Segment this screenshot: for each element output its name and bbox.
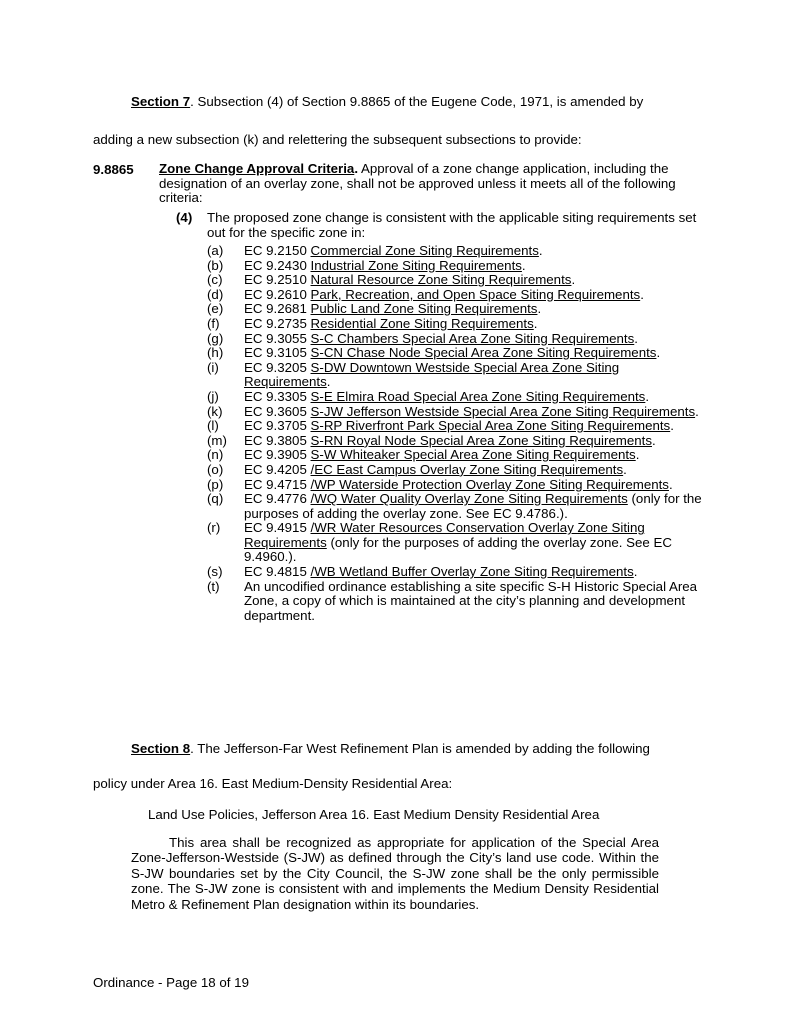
list-item-link[interactable]: /WQ Water Quality Overlay Zone Siting Requirements	[310, 491, 628, 507]
list-item-letter: (a)	[207, 243, 224, 258]
list-item-code: EC 9.3105	[244, 345, 311, 361]
list-item-letter: (d)	[207, 286, 224, 302]
list-item-link[interactable]: /WB Wetland Buffer Overlay Zone Siting Requirements	[310, 564, 634, 580]
list-item-link[interactable]: S-CN Chase Node Special Area Zone Siting Requirements	[310, 345, 657, 361]
list-item	[207, 244, 707, 259]
list-item-link[interactable]: S-DW Downtown Westside Special Area Zone Siting Requirements	[244, 359, 620, 390]
list-item-letter: (o)	[207, 461, 224, 477]
list-item-suffix: .	[571, 272, 576, 288]
list-item-link[interactable]: S-RN Royal Node Special Area Zone Siting Requirements	[310, 432, 652, 448]
list-item	[207, 521, 707, 565]
list-item-letter: (q)	[207, 491, 224, 507]
section7-heading: Section 7	[131, 94, 191, 109]
list-item	[207, 580, 707, 624]
list-item	[207, 361, 707, 390]
list-item-code: EC 9.3705	[244, 418, 311, 434]
list-item-link[interactable]: /EC East Campus Overlay Zone Siting Requirements	[310, 461, 624, 477]
list-item	[207, 390, 707, 405]
list-item-letter: (p)	[207, 476, 224, 492]
section8-intro	[131, 741, 650, 756]
list-item-link[interactable]: S-RP Riverfront Park Special Area Zone Siting Requirements	[310, 418, 671, 434]
list-item-link[interactable]: S-E Elmira Road Special Area Zone Siting Requirements	[310, 388, 646, 404]
criterion-4-number: (4)	[176, 210, 193, 225]
list-item-link[interactable]: S-JW Jefferson Westside Special Area Zone Siting Requirements	[310, 403, 696, 419]
list-item-link[interactable]: S-W Whiteaker Special Area Zone Siting Requirements	[310, 447, 636, 463]
list-item-code: EC 9.3805	[244, 432, 311, 448]
policy-title: Land Use Policies, Jefferson Area 16. East Medium Density Residential Area	[148, 807, 600, 822]
list-item	[207, 492, 707, 521]
list-item-link[interactable]: Natural Resource Zone Siting Requirements	[310, 272, 572, 288]
list-item	[207, 434, 707, 449]
list-item-code: EC 9.2510	[244, 272, 311, 288]
list-item-suffix: An uncodified ordinance establishing a site specific S-H Historic Special Area Zone, a copy of which is maintained at the city’s planning and development department.	[244, 578, 698, 623]
list-item	[207, 346, 707, 361]
list-item-link[interactable]: Commercial Zone Siting Requirements	[310, 243, 539, 258]
code-section-number: 9.8865	[93, 162, 134, 177]
list-item-letter: (c)	[207, 272, 223, 288]
list-item-code: EC 9.4715	[244, 476, 311, 492]
criterion-4-text: The proposed zone change is consistent with the applicable siting requirements set out for the specific zone in:	[207, 210, 697, 240]
section8-text: . The Jefferson-Far West Refinement Plan is amended by adding the following	[190, 741, 650, 756]
section8-heading: Section 8	[131, 741, 191, 756]
list-item-letter: (e)	[207, 301, 224, 317]
list-item-letter: (t)	[207, 578, 220, 594]
list-item-suffix: .	[640, 286, 644, 302]
list-item-code: EC 9.3305	[244, 388, 311, 404]
section8-intro-cont: policy under Area 16. East Medium-Density Residential Area:	[93, 776, 453, 791]
list-item-link[interactable]: Residential Zone Siting Requirements	[310, 315, 534, 331]
list-item-code: EC 9.3905	[244, 447, 311, 463]
list-item-suffix: .	[633, 564, 638, 580]
list-item	[207, 288, 707, 303]
list-item	[207, 463, 707, 478]
criteria-intro-text: Approval of a zone change application, including the designation of an overlay zone, shall not be approved unless it meets all of the following criteria:	[159, 161, 676, 206]
list-item-suffix: .	[652, 432, 656, 448]
list-item-letter: (s)	[207, 564, 223, 580]
list-item-suffix: .	[635, 447, 640, 463]
criteria-intro	[159, 162, 704, 206]
list-item-suffix: .	[634, 330, 638, 346]
list-item	[207, 565, 707, 580]
list-item-letter: (g)	[207, 330, 224, 346]
list-item-code: EC 9.4776	[244, 491, 311, 507]
page-footer: Ordinance - Page 18 of 19	[93, 975, 249, 990]
criteria-title: Zone Change Approval Criteria	[159, 161, 355, 176]
list-item-suffix: (only for the purposes of adding the overlay zone. See EC 9.4960.).	[244, 534, 672, 565]
section7-intro-cont: adding a new subsection (k) and relettering the subsequent subsections to provide:	[93, 132, 582, 147]
list-item-code: EC 9.4815	[244, 564, 311, 580]
list-item	[207, 317, 707, 332]
list-item	[207, 448, 707, 463]
list-item-letter: (r)	[207, 520, 221, 536]
list-item-suffix: .	[656, 345, 661, 361]
siting-requirements-list	[207, 244, 707, 623]
list-item-code: EC 9.3205	[244, 359, 311, 375]
list-item-code: EC 9.2610	[244, 286, 311, 302]
list-item-link[interactable]: S-C Chambers Special Area Zone Siting Requirements	[310, 330, 635, 346]
section7-text: . Subsection (4) of Section 9.8865 of the Eugene Code, 1971, is amended by	[190, 94, 644, 109]
list-item	[207, 273, 707, 288]
list-item	[207, 405, 707, 420]
list-item-link[interactable]: /WR Water Resources Conservation Overlay Zone Siting Requirements	[244, 520, 645, 550]
list-item	[207, 259, 707, 274]
list-item-code: EC 9.2150	[244, 243, 311, 258]
list-item-letter: (f)	[207, 315, 220, 331]
list-item-letter: (j)	[207, 388, 219, 404]
policy-text: This area shall be recognized as appropriate for application of the Special Area Zone-Jefferson-Westside (S-JW) as defined through the City’s land use code. Within the S-JW boundaries set by the City Council, the S-JW zone shall be the only permissible zone. The S-JW zone is consistent with and implements the Medium Density Residential Metro & Refinement Plan designation within its boundaries.	[131, 835, 659, 912]
list-item-code: EC 9.3055	[244, 330, 311, 346]
list-item-link[interactable]: Industrial Zone Siting Requirements	[310, 257, 522, 273]
list-item	[207, 419, 707, 434]
list-item-letter: (l)	[207, 418, 219, 434]
section7-intro	[131, 94, 643, 109]
list-item-link[interactable]: Park, Recreation, and Open Space Siting Requirements	[310, 286, 641, 302]
list-item-code: EC 9.4205	[244, 461, 311, 477]
list-item-suffix: .	[645, 388, 650, 404]
list-item-code: EC 9.4915	[244, 520, 311, 536]
policy-paragraph	[131, 835, 659, 912]
list-item-suffix: .	[326, 374, 331, 390]
list-item	[207, 332, 707, 347]
criteria-title-period: .	[354, 161, 359, 176]
list-item-suffix: .	[533, 315, 538, 331]
list-item	[207, 302, 707, 317]
list-item-suffix: (only for the purposes of adding the overlay zone. See EC 9.4786.).	[244, 491, 702, 521]
list-item-letter: (n)	[207, 447, 224, 463]
list-item-letter: (b)	[207, 257, 224, 273]
list-item-code: EC 9.2430	[244, 257, 311, 273]
list-item-letter: (m)	[207, 432, 227, 448]
list-item-link[interactable]: Public Land Zone Siting Requirements	[310, 301, 538, 317]
list-item-suffix: .	[695, 403, 699, 419]
list-item-letter: (i)	[207, 359, 219, 375]
list-item-code: EC 9.3605	[244, 403, 311, 419]
list-item-suffix: .	[670, 418, 674, 434]
list-item-link[interactable]: /WP Waterside Protection Overlay Zone Siting Requirements	[310, 476, 669, 492]
list-item-suffix: .	[623, 461, 627, 477]
list-item-suffix: .	[521, 257, 526, 273]
list-item	[207, 478, 707, 493]
list-item-letter: (h)	[207, 345, 224, 361]
list-item-suffix: .	[668, 476, 673, 492]
list-item-code: EC 9.2681	[244, 301, 311, 317]
list-item-suffix: .	[538, 243, 543, 258]
list-item-code: EC 9.2735	[244, 315, 311, 331]
list-item-suffix: .	[537, 301, 542, 317]
list-item-letter: (k)	[207, 403, 223, 419]
